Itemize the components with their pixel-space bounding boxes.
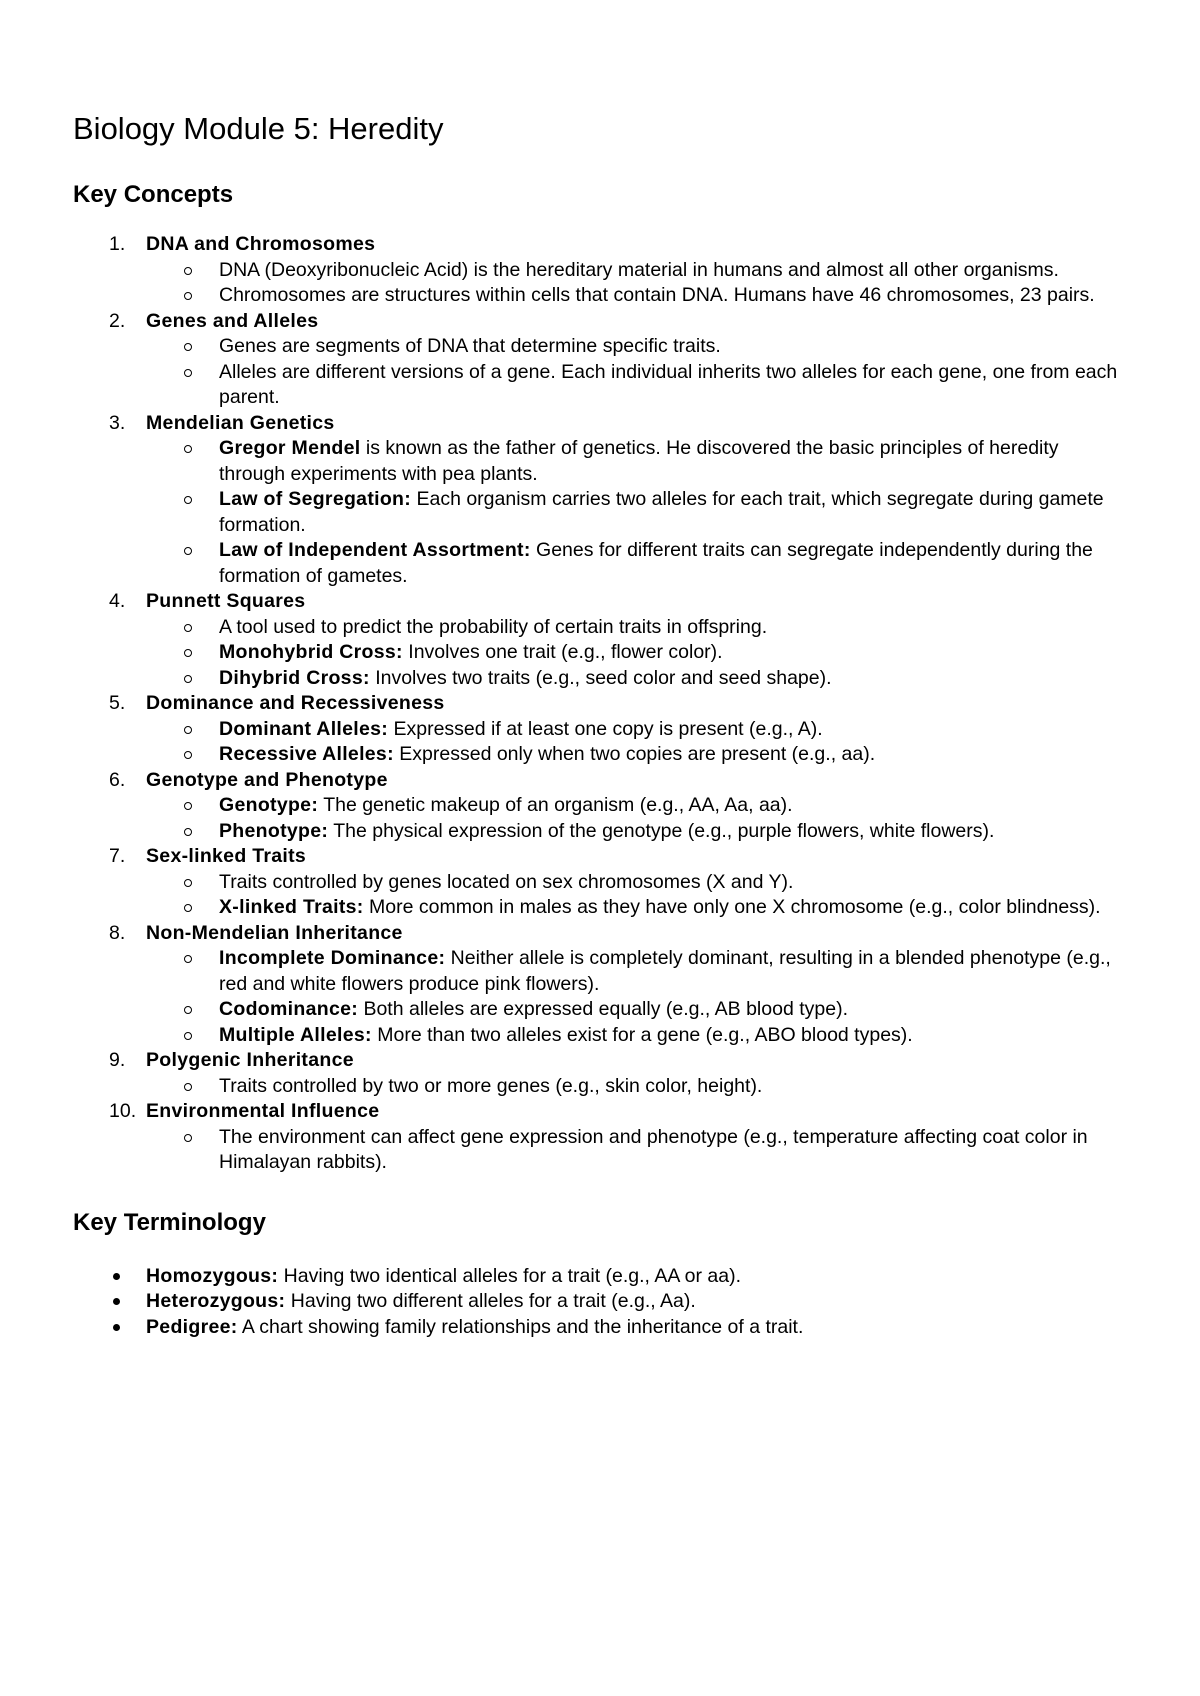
term-name: Heterozygous: [146, 1290, 286, 1312]
point-text: Involves two traits (e.g., seed color and seed shape). [369, 666, 832, 689]
concept-point [146, 615, 1119, 641]
concept-title: Non-Mendelian Inheritance [146, 921, 403, 944]
point-text: Alleles are different versions of a gene. Each individual inherits two alleles for each gene, one from each parent. [219, 360, 1118, 408]
point-text: The physical expression of the genotype (e.g., purple flowers, white flowers). [328, 819, 995, 842]
hollow-circle-bullet-icon [184, 904, 192, 912]
concept-points [146, 793, 1133, 844]
concept-point [146, 793, 1119, 819]
concept-item [73, 232, 1133, 309]
concept-item [73, 589, 1133, 691]
point-text: Genes are segments of DNA that determine specific traits. [219, 335, 721, 357]
concept-item [73, 411, 1133, 590]
point-bold-label: Multiple Alleles: [219, 1023, 372, 1046]
concept-number: 8. [109, 921, 126, 944]
hollow-circle-bullet-icon [184, 292, 192, 300]
concept-item [73, 691, 1133, 768]
hollow-circle-bullet-icon [184, 828, 192, 836]
point-text: Each organism carries two alleles for each trait, which segregate during gamete formation. [219, 488, 1104, 536]
point-text: Involves one trait (e.g., flower color). [402, 641, 723, 663]
point-text: Traits controlled by two or more genes (e.g., skin color, height). [219, 1074, 763, 1097]
concept-point [146, 895, 1119, 921]
concept-title: DNA and Chromosomes [146, 233, 376, 255]
hollow-circle-bullet-icon [184, 267, 192, 275]
concept-title: Dominance and Recessiveness [146, 692, 445, 714]
terminology-item [73, 1315, 1133, 1341]
point-bold-label: Gregor Mendel [219, 437, 361, 459]
concept-point [146, 717, 1119, 743]
terminology-item [73, 1264, 1133, 1290]
concept-points [146, 258, 1133, 309]
concept-points [146, 946, 1133, 1048]
point-bold-label: Genotype: [219, 794, 319, 816]
point-bold-label: Law of Independent Assortment: [219, 539, 531, 561]
point-text: Traits controlled by genes located on sex chromosomes (X and Y). [219, 870, 794, 893]
concept-point [146, 1023, 1119, 1049]
point-bold-label: Law of Segregation: [219, 488, 412, 510]
point-text: Chromosomes are structures within cells that contain DNA. Humans have 46 chromosomes, 23 pairs. [219, 284, 1095, 306]
concept-point [146, 258, 1119, 284]
concept-item [73, 768, 1133, 845]
concept-title: Genotype and Phenotype [146, 768, 388, 791]
point-bold-label: Monohybrid Cross: [219, 641, 403, 663]
point-text: More than two alleles exist for a gene (e.g., ABO blood types). [371, 1023, 913, 1046]
document-page [73, 110, 1133, 1340]
hollow-circle-bullet-icon [184, 624, 192, 632]
hollow-circle-bullet-icon [184, 649, 192, 657]
point-text: Genes for different traits can segregate independently during the formation of gametes. [219, 539, 1093, 587]
point-text: The genetic makeup of an organism (e.g., AA, Aa, aa). [318, 794, 793, 816]
key-terminology-heading: Key Terminology [73, 1208, 266, 1236]
point-bold-label: Dihybrid Cross: [219, 666, 370, 689]
concept-item [73, 844, 1133, 921]
concept-point [146, 283, 1119, 309]
concept-points [146, 1125, 1133, 1176]
concept-item [73, 1099, 1133, 1176]
concept-number: 3. [109, 411, 126, 434]
key-concepts-list [73, 232, 1133, 1176]
concept-point [146, 666, 1119, 692]
point-bold-label: X-linked Traits: [219, 896, 364, 918]
hollow-circle-bullet-icon [184, 1006, 192, 1014]
concept-title: Polygenic Inheritance [146, 1049, 354, 1071]
concept-number: 10. [109, 1100, 137, 1122]
point-text: Both alleles are expressed equally (e.g., AB blood type). [358, 998, 848, 1020]
term-definition: A chart showing family relationships and the inheritance of a trait. [237, 1315, 804, 1338]
concept-point [146, 640, 1119, 666]
key-terminology-list [73, 1264, 1133, 1341]
concept-number: 6. [109, 768, 126, 791]
concept-number: 7. [109, 845, 126, 867]
concept-point [146, 1074, 1119, 1100]
hollow-circle-bullet-icon [184, 445, 192, 453]
hollow-circle-bullet-icon [184, 726, 192, 734]
concept-point [146, 870, 1119, 896]
concept-points [146, 1074, 1133, 1100]
concept-item [73, 921, 1133, 1049]
term-definition: Having two different alleles for a trait (e.g., Aa). [285, 1290, 696, 1312]
hollow-circle-bullet-icon [184, 547, 192, 555]
hollow-circle-bullet-icon [184, 751, 192, 759]
point-bold-label: Codominance: [219, 998, 359, 1020]
hollow-circle-bullet-icon [184, 1083, 192, 1091]
concept-point [146, 360, 1119, 411]
concept-point [146, 334, 1119, 360]
concept-title: Mendelian Genetics [146, 411, 335, 434]
concept-points [146, 436, 1133, 589]
point-text: More common in males as they have only one X chromosome (e.g., color blindness). [363, 896, 1101, 918]
concept-point [146, 819, 1119, 845]
concept-number: 2. [109, 309, 126, 332]
concept-point [146, 436, 1119, 487]
concept-number: 1. [109, 233, 126, 255]
point-bold-label: Dominant Alleles: [219, 717, 389, 740]
point-text: Expressed if at least one copy is present (e.g., A). [388, 717, 823, 740]
hollow-circle-bullet-icon [184, 955, 192, 963]
concept-title: Environmental Influence [146, 1100, 380, 1122]
hollow-circle-bullet-icon [184, 1134, 192, 1142]
concept-item [73, 1048, 1133, 1099]
hollow-circle-bullet-icon [184, 1032, 192, 1040]
concept-point [146, 946, 1119, 997]
concept-title: Sex-linked Traits [146, 845, 307, 867]
term-name: Homozygous: [146, 1264, 279, 1287]
filled-disc-bullet-icon [113, 1298, 120, 1305]
hollow-circle-bullet-icon [184, 343, 192, 351]
hollow-circle-bullet-icon [184, 802, 192, 810]
hollow-circle-bullet-icon [184, 675, 192, 683]
term-name: Pedigree: [146, 1315, 238, 1338]
hollow-circle-bullet-icon [184, 879, 192, 887]
concept-point [146, 1125, 1119, 1176]
concept-number: 4. [109, 590, 126, 612]
key-concepts-heading: Key Concepts [73, 181, 234, 208]
concept-points [146, 870, 1133, 921]
concept-item [73, 309, 1133, 411]
point-bold-label: Incomplete Dominance: [219, 947, 446, 969]
concept-points [146, 717, 1133, 768]
concept-number: 9. [109, 1049, 126, 1071]
hollow-circle-bullet-icon [184, 496, 192, 504]
point-text: Neither allele is completely dominant, resulting in a blended phenotype (e.g., red and white flowers produce pink flowers). [219, 947, 1111, 995]
concept-title: Genes and Alleles [146, 309, 319, 332]
filled-disc-bullet-icon [113, 1273, 120, 1280]
concept-title: Punnett Squares [146, 590, 306, 612]
concept-point [146, 538, 1119, 589]
concept-points [146, 334, 1133, 411]
point-text: DNA (Deoxyribonucleic Acid) is the hereditary material in humans and almost all other organisms. [219, 258, 1059, 281]
concept-points [146, 615, 1133, 692]
document-title: Biology Module 5: Heredity [73, 111, 444, 146]
point-text: A tool used to predict the probability of certain traits in offspring. [219, 615, 768, 638]
filled-disc-bullet-icon [113, 1324, 120, 1331]
point-text: The environment can affect gene expression and phenotype (e.g., temperature affecting coat color in Himalayan rabbits). [219, 1125, 1088, 1173]
point-bold-label: Recessive Alleles: [219, 743, 394, 765]
point-text: is known as the father of genetics. He discovered the basic principles of heredity through experiments with pea plants. [219, 437, 1059, 485]
hollow-circle-bullet-icon [184, 369, 192, 377]
concept-point [146, 997, 1119, 1023]
concept-number: 5. [109, 692, 126, 714]
point-text: Expressed only when two copies are present (e.g., aa). [393, 743, 876, 765]
concept-point [146, 742, 1119, 768]
point-bold-label: Phenotype: [219, 819, 329, 842]
term-definition: Having two identical alleles for a trait (e.g., AA or aa). [278, 1264, 742, 1287]
terminology-item [73, 1289, 1133, 1315]
concept-point [146, 487, 1119, 538]
